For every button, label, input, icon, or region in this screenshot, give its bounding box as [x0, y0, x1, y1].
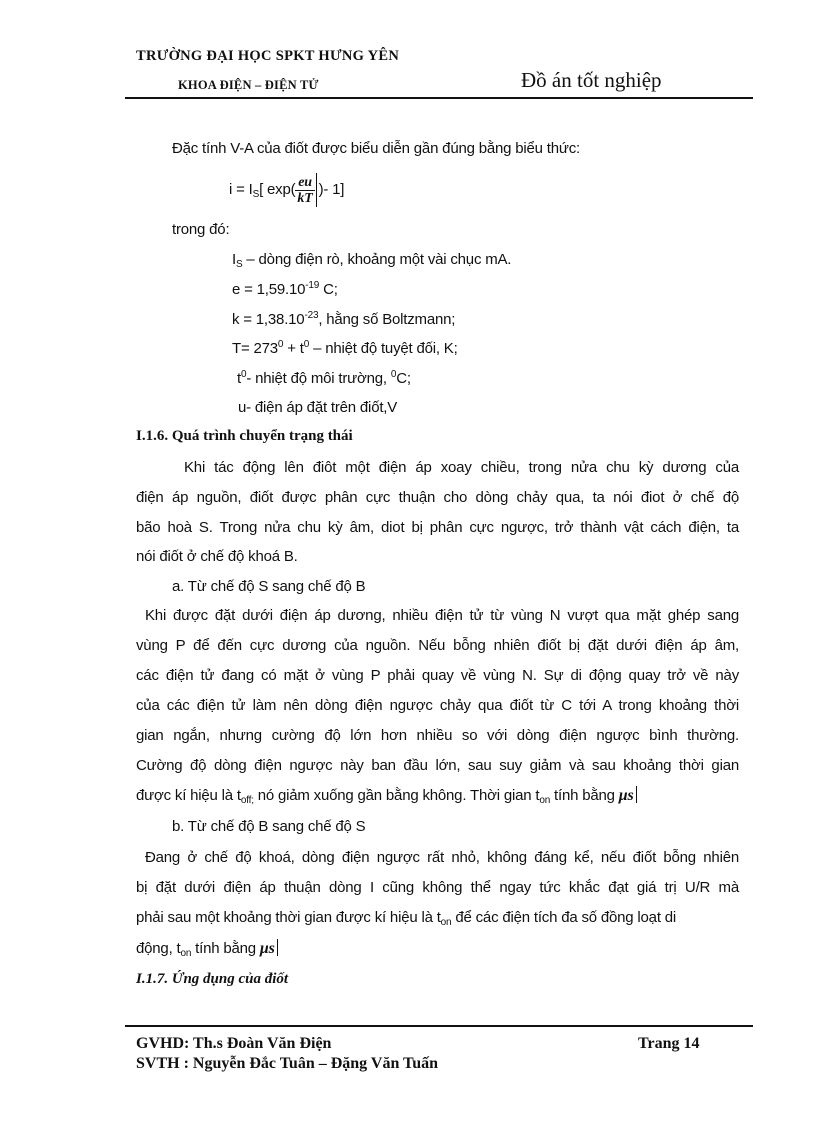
paragraph-line — [136, 909, 676, 928]
paragraph-line: Cường độ dòng điện ngược này ban đầu lớn, sau suy giảm và sau khoảng thời gian — [136, 757, 739, 774]
t-on-sub: on — [440, 917, 452, 928]
paragraph-line: điện áp nguồn, điốt được phân cực thuận cho dòng chảy qua, ta nói điot ở chế độ — [136, 489, 739, 506]
def-k-post: , hằng số Boltzmann; — [318, 311, 456, 328]
diode-formula — [229, 170, 344, 210]
unit-bar — [277, 939, 278, 956]
def-t — [232, 339, 458, 357]
section-heading-1-1-6: I.1.6. Quá trình chuyển trạng thái — [136, 428, 353, 444]
section-heading-1-1-7: I.1.7. Ứng dụng của điốt — [136, 971, 289, 987]
def-t-mid: + t — [283, 340, 304, 357]
formula-bar — [316, 173, 317, 207]
def-t0-pre: t — [237, 370, 241, 387]
def-e-pre: e = 1,59.10 — [232, 281, 306, 298]
def-t-pre: T= 273 — [232, 340, 278, 357]
def-t-exp1: 0 — [277, 339, 284, 350]
paragraph-line-last — [136, 939, 278, 959]
def-is-sub: S — [235, 259, 243, 270]
def-t0-exp2: 0 — [390, 369, 397, 380]
def-t0 — [237, 369, 411, 387]
def-is-text: – dòng điện rò, khoảng một vài chục mA. — [242, 251, 512, 268]
footer-advisor: GVHD: Th.s Đoàn Văn Điện — [136, 1035, 332, 1052]
t-off-sub: off; — [240, 795, 254, 806]
text-run: tính bằng — [550, 787, 619, 804]
def-k-exp: -23 — [304, 310, 319, 321]
footer-rule — [125, 1025, 753, 1027]
def-t0-post: C; — [396, 370, 411, 387]
document-type: Đồ án tốt nghiệp — [521, 68, 662, 92]
paragraph-line: vùng P để đến cực dương của nguồn. Nếu bỗng nhiên điốt bị đặt dưới điện áp âm, — [136, 637, 739, 654]
text-run: để các điện tích đa số đồng loạt di — [451, 909, 677, 926]
text-run: được kí hiệu là t — [136, 787, 241, 804]
def-u: u- điện áp đặt trên điốt,V — [238, 399, 398, 416]
paragraph-line: Khi tác động lên điôt một điện áp xoay chiều, trong nửa chu kỳ dương của — [184, 459, 739, 476]
def-k — [232, 310, 455, 328]
def-is — [232, 251, 511, 270]
paragraph-line-last — [136, 786, 637, 806]
paragraph-line: Khi được đặt dưới điện áp dương, nhiều điện tử từ vùng N vượt qua mặt ghép sang — [145, 607, 739, 624]
formula-lhs: i = I — [229, 181, 253, 198]
paragraph-line: bão hoà S. Trong nửa chu kỳ âm, diot bị phân cực ngược, trở thành vật cách điện, ta — [136, 519, 739, 536]
subheading-b: b. Từ chế độ B sang chế độ S — [172, 818, 366, 835]
text-run: tính bằng — [191, 940, 260, 957]
school-name: TRƯỜNG ĐẠI HỌC SPKT HƯNG YÊN — [136, 48, 400, 64]
subheading-a: a. Từ chế độ S sang chế độ B — [172, 578, 366, 595]
def-t0-exp: 0 — [240, 369, 247, 380]
unit-bar — [636, 786, 637, 803]
def-t-exp2: 0 — [303, 339, 310, 350]
t-on-sub: on — [180, 948, 192, 959]
def-e-post: C; — [319, 281, 338, 298]
paragraph-line: bị đặt dưới điện áp thuận dòng I cũng không thể ngay tức khắc đạt giá trị U/R mà — [136, 879, 739, 896]
where-label: trong đó: — [172, 221, 230, 238]
paragraph-line: của các điện tử làm nên dòng điện ngược chảy qua điốt từ C tới A trong khoảng thời — [136, 697, 739, 714]
def-t0-mid: - nhiệt độ môi trường, — [246, 370, 391, 387]
def-t-post: – nhiệt độ tuyệt đối, K; — [309, 340, 458, 357]
faculty-name: KHOA ĐIỆN – ĐIỆN TỬ — [178, 78, 319, 92]
formula-mid: [ exp( — [259, 181, 296, 198]
footer-students: SVTH : Nguyễn Đắc Tuân – Đặng Văn Tuấn — [136, 1055, 439, 1072]
text-run: động, t — [136, 940, 181, 957]
paragraph-line: các điện tử đang có mặt ở vùng P phải quay về vùng N. Sự di động quay trở về này — [136, 667, 739, 684]
t-on-sub: on — [539, 795, 551, 806]
formula-fraction — [295, 175, 314, 206]
microsecond-unit: μs — [259, 940, 275, 957]
text-run: nó giảm xuống gần bằng không. Thời gian t — [253, 787, 540, 804]
fraction-numerator: eu — [295, 175, 314, 191]
paragraph-line: nói điốt ở chế độ khoá B. — [136, 548, 298, 565]
formula-tail: )- 1] — [318, 181, 345, 198]
intro-text: Đặc tính V-A của điốt được biểu diễn gần đúng bằng biểu thức: — [172, 140, 581, 157]
formula-sub: S — [252, 189, 260, 200]
header-rule — [125, 97, 753, 99]
paragraph-line: Đang ở chế độ khoá, dòng điện ngược rất nhỏ, không đáng kể, nếu điốt bỗng nhiên — [145, 849, 739, 866]
page-number: Trang 14 — [638, 1035, 700, 1052]
def-e-exp: -19 — [305, 280, 320, 291]
microsecond-unit: μs — [618, 787, 634, 804]
text-run: phải sau một khoảng thời gian được kí hiệu là t — [136, 909, 441, 926]
def-e — [232, 280, 338, 298]
def-k-pre: k = 1,38.10 — [232, 311, 305, 328]
fraction-denominator: kT — [297, 190, 313, 206]
def-is-symbol: I — [232, 251, 236, 268]
paragraph-line: gian ngắn, nhưng cường độ lớn hơn nhiều so với dòng điện ngược bình thường. — [136, 727, 739, 744]
